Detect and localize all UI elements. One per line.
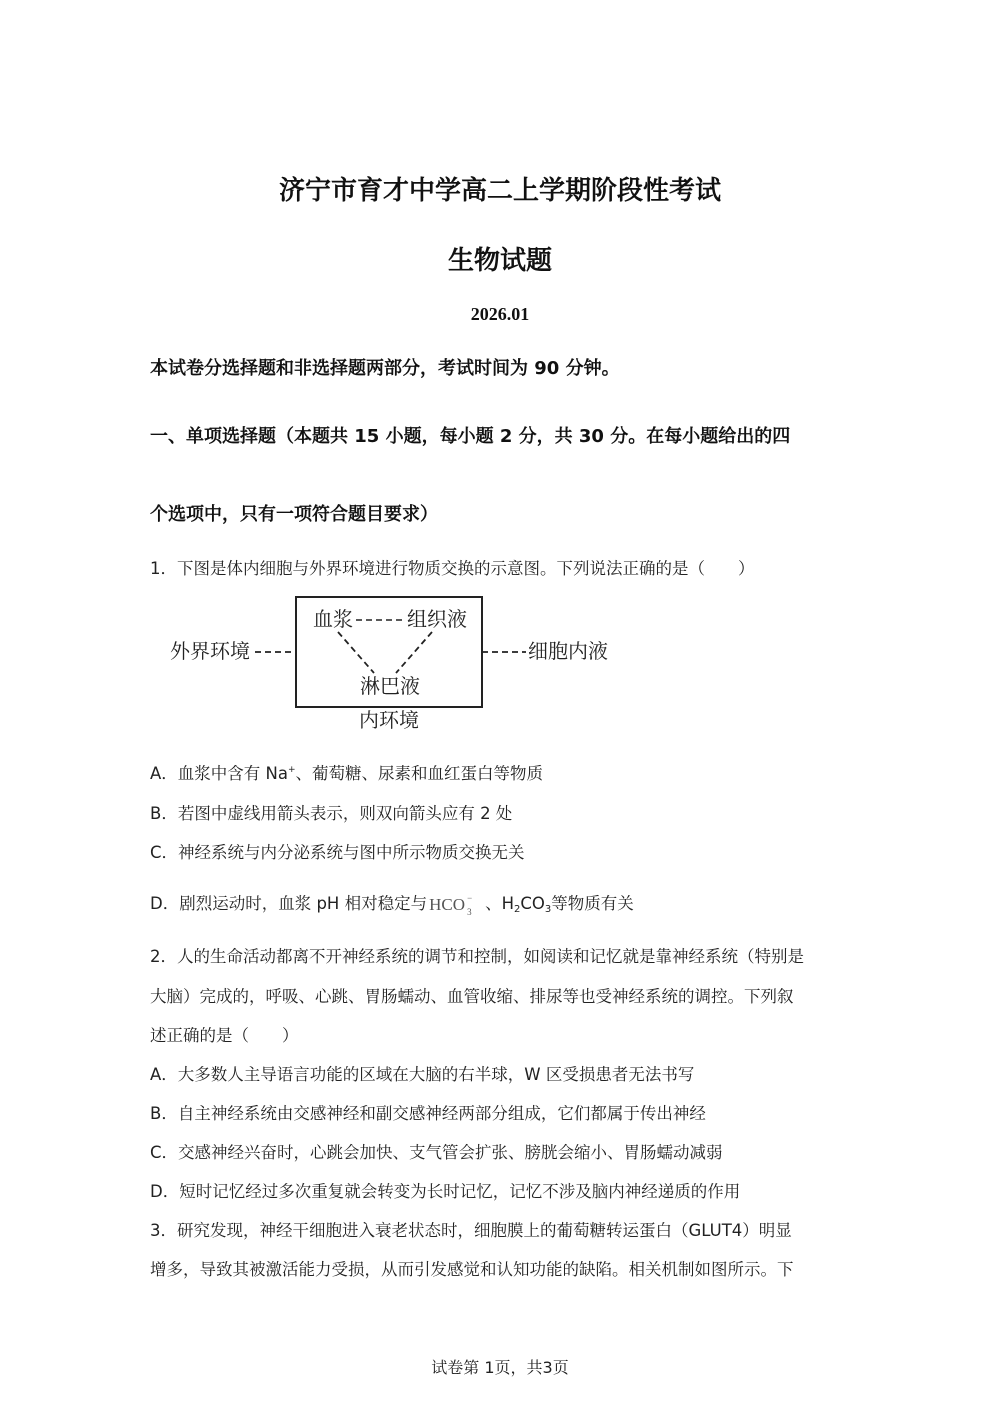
q1-option-a-text: A．血浆中含有 Na (150, 764, 288, 783)
h2co3-co: CO (520, 894, 545, 913)
q3-stem-line1: 3．研究发现，神经干细胞进入衰老状态时，细胞膜上的葡萄糖转运蛋白（GLUT4）明显 (150, 1221, 792, 1240)
q1-option-d-text: D．剧烈运动时，血浆 pH 相对稳定与 (150, 894, 428, 913)
page-footer: 试卷第 1页，共3页 (431, 1358, 569, 1377)
diagram-label-cell-fluid: 细胞内液 (528, 639, 608, 663)
diagram-label-internal: 内环境 (359, 708, 419, 732)
h2co3-sub1: 2 (514, 904, 521, 915)
h2co3-h: 、H (485, 894, 514, 913)
hco3-charge: − (467, 893, 473, 903)
hco3-main: HCO (429, 895, 465, 914)
section-heading-line2: 个选项中，只有一项符合题目要求） (150, 504, 438, 525)
hco3-subscript: 3 (467, 907, 472, 917)
q1-option-d-rest: 等物质有关 (551, 894, 634, 913)
q2-option-d: D．短时记忆经过多次重复就会转变为长时记忆，记忆不涉及脑内神经递质的作用 (150, 1182, 741, 1201)
q1-stem: 1．下图是体内细胞与外界环境进行物质交换的示意图。下列说法正确的是（ ） (150, 559, 755, 578)
q2-option-a: A．大多数人主导语言功能的区域在大脑的右半球，W 区受损患者无法书写 (150, 1065, 695, 1084)
q2-option-c: C．交感神经兴奋时，心跳会加快、支气管会扩张、膀胱会缩小、胃肠蠕动减弱 (150, 1143, 723, 1162)
q2-stem-line3: 述正确的是（ ） (150, 1026, 299, 1045)
exam-date: 2026.01 (470, 304, 530, 324)
na-charge: + (288, 765, 296, 775)
exam-intro: 本试卷分选择题和非选择题两部分，考试时间为 90 分钟。 (150, 358, 620, 379)
h2co3-sub2: 3 (544, 904, 552, 915)
q2-option-b: B．自主神经系统由交感神经和副交感神经两部分组成，它们都属于传出神经 (150, 1104, 706, 1123)
subject-title: 生物试题 (447, 246, 552, 276)
q1-option-b: B．若图中虚线用箭头表示，则双向箭头应有 2 处 (150, 804, 513, 823)
q3-stem-line2: 增多，导致其被激活能力受损，从而引发感觉和认知功能的缺陷。相关机制如图所示。下 (150, 1260, 794, 1279)
q1-option-d (150, 890, 634, 915)
dash-plasma-lymph (338, 632, 374, 673)
section-heading-line1: 一、单项选择题（本题共 15 小题，每小题 2 分，共 30 分。在每小题给出的四 (150, 426, 791, 447)
q1-option-a (150, 760, 543, 784)
q2-stem-line1: 2．人的生命活动都离不开神经系统的调节和控制，如阅读和记忆就是靠神经系统（特别是 (150, 947, 804, 966)
diagram-label-external: 外界环境 (170, 639, 250, 663)
diagram-label-lymph: 淋巴液 (360, 674, 420, 698)
diagram-label-plasma: 血浆 (313, 607, 353, 631)
dash-tissue-lymph (396, 632, 432, 673)
exam-title: 济宁市育才中学高二上学期阶段性考试 (278, 176, 721, 206)
diagram-label-tissue-fluid: 组织液 (407, 607, 467, 631)
q1-option-a-rest: 、葡萄糖、尿素和血红蛋白等物质 (295, 764, 544, 783)
q1-option-c: C．神经系统与内分泌系统与图中所示物质交换无关 (150, 843, 525, 862)
internal-environment-diagram (160, 585, 630, 740)
q2-stem-line2: 大脑）完成的，呼吸、心跳、胃肠蠕动、血管收缩、排尿等也受神经系统的调控。下列叙 (150, 987, 794, 1006)
